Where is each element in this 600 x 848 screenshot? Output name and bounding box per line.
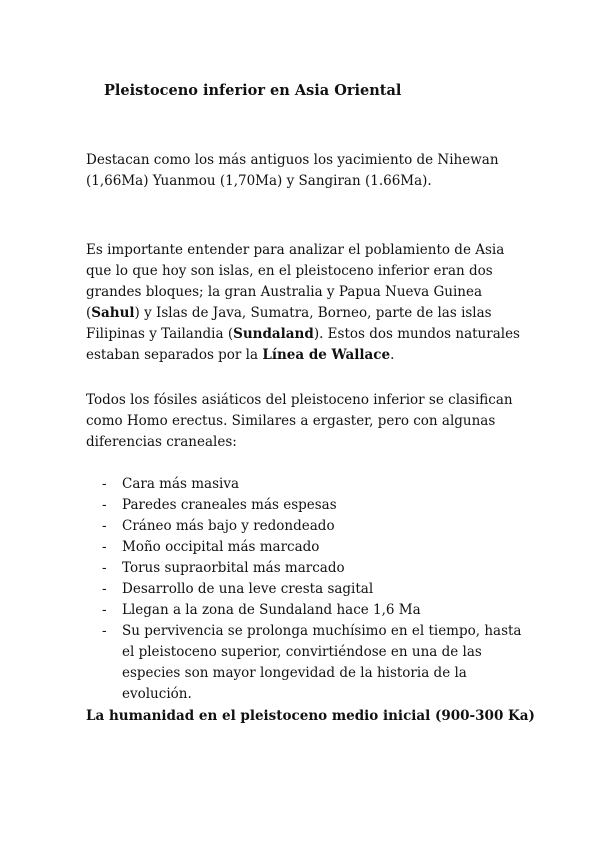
list-item-text: Paredes craneales más espesas xyxy=(122,497,337,513)
list-item xyxy=(86,516,526,537)
section-heading: Pleistoceno inferior en Asia Oriental xyxy=(104,82,402,99)
list-bullet: - xyxy=(102,539,107,555)
features-list xyxy=(86,474,526,705)
text-span: ) y Islas de Java, Sumatra, Borneo, parte de las islas Filipinas y Tailandia ( xyxy=(86,305,492,342)
list-item xyxy=(86,600,526,621)
list-item-text: Cara más masiva xyxy=(122,476,240,492)
term-sahul: Sahul xyxy=(91,305,135,321)
list-bullet: - xyxy=(102,623,107,639)
list-item-text: Cráneo más bajo y redondeado xyxy=(122,518,335,534)
paragraph-yacimientos: Destacan como los más antiguos los yacimiento de Nihewan (1,66Ma) Yuanmou (1,70Ma) y Sangiran (1.66Ma). xyxy=(86,152,499,189)
term-sundaland: Sundaland xyxy=(233,326,314,342)
list-bullet: - xyxy=(102,518,107,534)
list-item xyxy=(86,558,526,579)
paragraph-poblamiento xyxy=(86,240,526,366)
text-span: Es importante entender para analizar el poblamiento de Asia que lo que hoy son islas, en el pleistoceno inferior eran dos grandes bloques; la gran Australia y Papua Nueva Guinea ( xyxy=(86,242,505,321)
list-bullet: - xyxy=(102,581,107,597)
list-item-text: Torus supraorbital más marcado xyxy=(122,560,345,576)
text-span: ). Estos dos mundos naturales estaban separados por la xyxy=(86,326,520,363)
text-span: . xyxy=(390,347,395,363)
list-item-text: Llegan a la zona de Sundaland hace 1,6 Ma xyxy=(122,602,421,618)
list-item-text: Su pervivencia se prolonga muchísimo en el tiempo, hasta el pleistoceno superior, convirtiéndose en una de las especies son mayor longevidad de la historia de la evolución. xyxy=(122,623,522,702)
term-linea-wallace: Línea de Wallace xyxy=(262,347,391,363)
paragraph-homo-erectus: Todos los fósiles asiáticos del pleistoceno inferior se clasifican como Homo erectus. Similares a ergaster, pero con algunas diferencias craneales: xyxy=(86,392,513,450)
list-bullet: - xyxy=(102,602,107,618)
section-heading-2: La humanidad en el pleistoceno medio inicial (900-300 Ka) xyxy=(86,708,535,724)
list-bullet: - xyxy=(102,476,107,492)
list-item xyxy=(86,474,526,495)
list-item xyxy=(86,621,526,705)
list-item-text: Moño occipital más marcado xyxy=(122,539,320,555)
list-item xyxy=(86,495,526,516)
list-item xyxy=(86,579,526,600)
list-item xyxy=(86,537,526,558)
list-item-text: Desarrollo de una leve cresta sagital xyxy=(122,581,374,597)
list-bullet: - xyxy=(102,560,107,576)
list-bullet: - xyxy=(102,497,107,513)
